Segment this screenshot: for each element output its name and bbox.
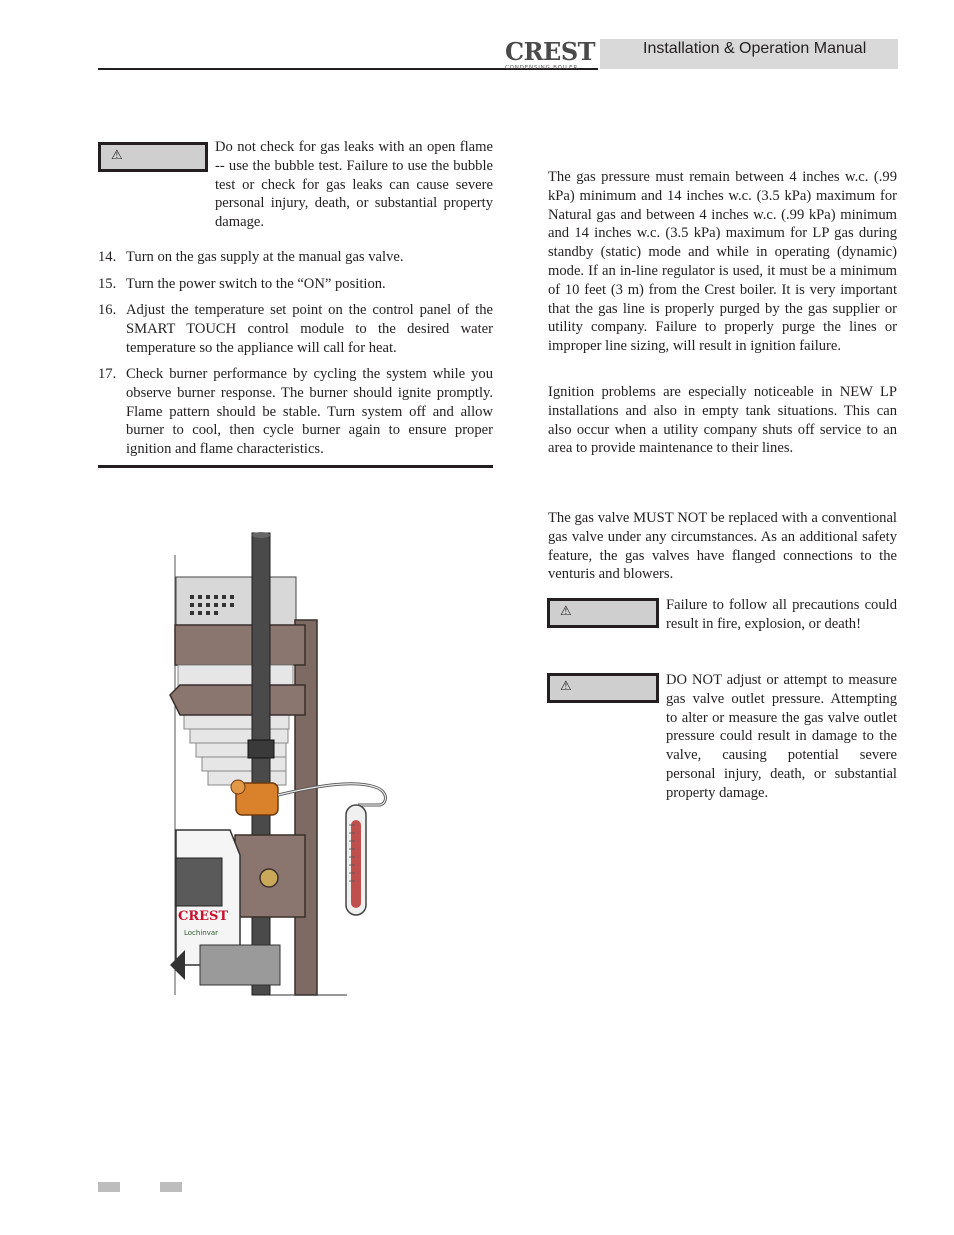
section-rule	[98, 465, 493, 468]
list-item	[98, 365, 493, 460]
manual-title-box	[600, 39, 898, 69]
warning-triangle-icon: ⚠	[111, 148, 123, 163]
step-text: Check burner performance by cycling the system while you observe burner response. The burner should ignite promptly. Flame pattern should be stable. Turn system off and allow burner to cool, then cycle burner again to ensure proper ignition and flame characteristics.	[126, 366, 493, 458]
ignition-paragraph: Ignition problems are especially noticeable in NEW LP installations and also in empty tank situations. This can also occur when a utility company shuts off service to an area to provide maintenance to their lines.	[548, 384, 897, 457]
gas-pressure-paragraph: The gas pressure must remain between 4 inches w.c. (.99 kPa) minimum and 14 inches w.c. (3.5 kPa) maximum for Natural gas and between 4 inches w.c. (.99 kPa) minimum and 14 inches w.c. (3.5 kPa) maximum for LP gas during standby (static) mode and while in operating (dynamic) mode. If an in-line regulator is used, it must be a minimum of 10 feet (3 m) from the Crest boiler. It is very important that the gas line is properly purged by the gas supplier or utility company. Failure to properly purge the lines or improper line sizing, will result in ignition failure.	[548, 169, 897, 355]
manual-title: Installation & Operation Manual	[643, 40, 867, 57]
step-text: Turn the power switch to the “ON” position.	[126, 276, 386, 292]
gas-valve-paragraph: The gas valve MUST NOT be replaced with a conventional gas valve under any circumstances. As an additional safety feature, the gas valves have flanged connections to the venturis and blowers.	[548, 510, 897, 583]
crest-logo	[505, 39, 600, 69]
footer-tab-right	[160, 1182, 182, 1192]
logo-subtext: CONDENSING BOILER	[505, 65, 578, 71]
step-number: 15.	[98, 276, 117, 292]
warning-label-gas-leak	[98, 142, 208, 172]
warning-label-precautions	[547, 598, 659, 628]
footer-tab-left	[98, 1182, 120, 1192]
gas-pressure-illustration	[160, 525, 410, 1000]
gas-leak-warning-text: Do not check for gas leaks with an open flame -- use the bubble test. Failure to use the bubble test or check for gas leaks can cause severe personal injury, death, or substantial property damage.	[215, 139, 493, 231]
logo-word: CREST	[505, 37, 596, 66]
list-item	[98, 301, 493, 359]
precautions-warning-text: Failure to follow all precautions could result in fire, explosion, or death!	[666, 597, 897, 632]
panel-brand: Lochinvar	[184, 929, 219, 937]
warning-triangle-icon: ⚠	[560, 604, 572, 619]
step-number: 14.	[98, 249, 117, 265]
step-number: 17.	[98, 366, 117, 382]
step-text: Turn on the gas supply at the manual gas valve.	[126, 249, 404, 265]
list-item	[98, 275, 493, 295]
warning-triangle-icon: ⚠	[560, 679, 572, 694]
step-text: Adjust the temperature set point on the control panel of the SMART TOUCH control module to the desired water temperature so the appliance will call for heat.	[126, 302, 493, 356]
warning-label-outlet-pressure	[547, 673, 659, 703]
panel-logo: CREST	[178, 909, 229, 924]
outlet-pressure-warning-text: DO NOT adjust or attempt to measure gas valve outlet pressure. Attempting to alter or measure the gas valve outlet pressure could result in damage to the valve, causing potential severe personal injury, death, or substantial property damage.	[666, 672, 897, 801]
list-item	[98, 248, 493, 268]
step-number: 16.	[98, 302, 117, 318]
